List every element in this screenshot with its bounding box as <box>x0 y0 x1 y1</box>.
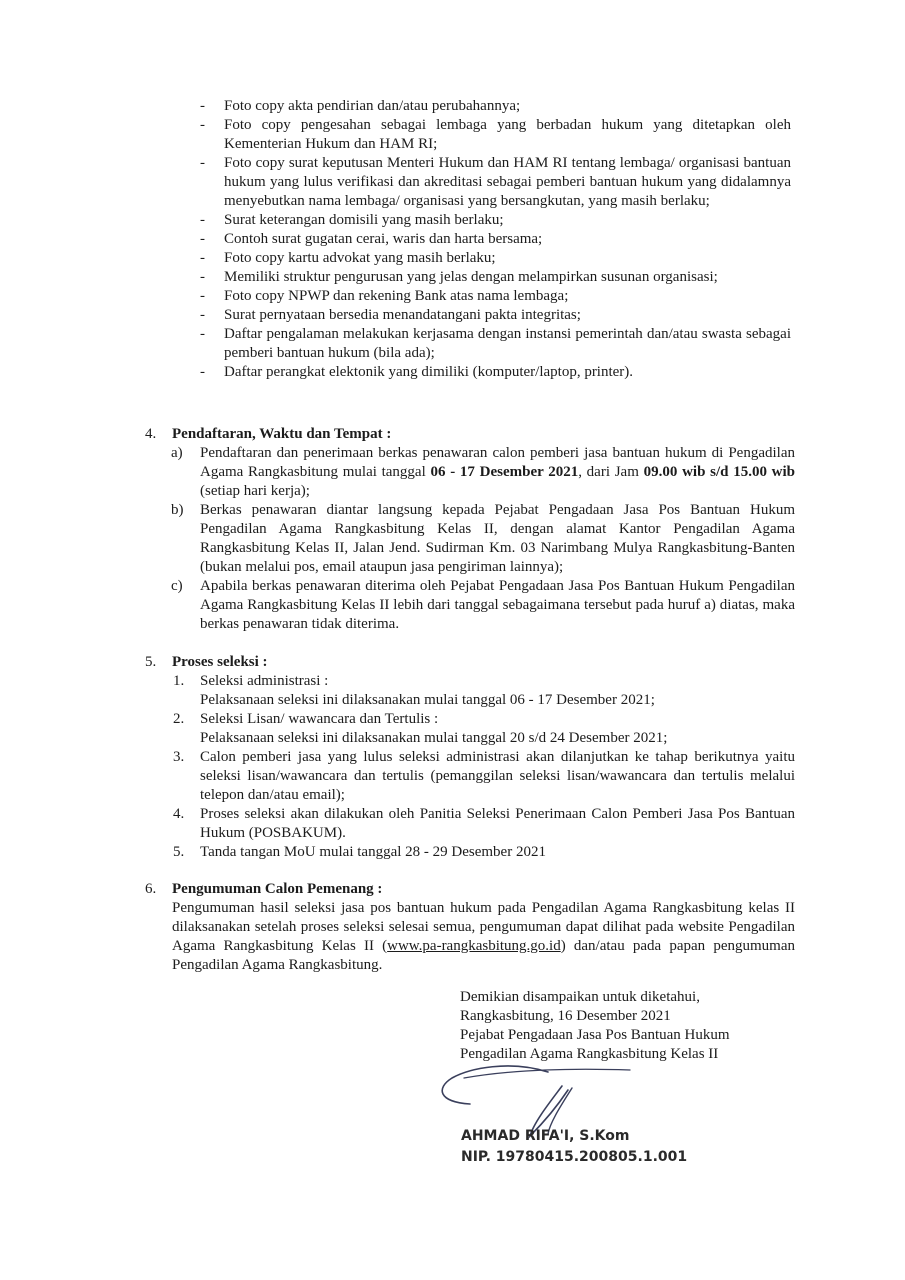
list-item: 3. Calon pemberi jasa yang lulus seleksi administrasi akan dilanjutkan ke tahap berikutnya yaitu seleksi lisan/wawancara dan tertulis (pemanggilan seleksi lisan/wawancara dan tertulis melalui telepon dan/atau email); <box>173 749 795 803</box>
closing-date: Rangkasbitung, 16 Desember 2021 <box>460 1008 671 1024</box>
bullet-dash: - <box>200 98 205 114</box>
list-item: b) Berkas penawaran diantar langsung kepada Pejabat Pengadaan Jasa Pos Bantuan Hukum Pengadilan Agama Rangkasbitung Kelas II, dengan alamat Kantor Pengadilan Agama Rangkasbitung Kelas II, Jalan Jend. Sudirman Km. 03 Narimbang Mulya Rangkasbitung-Banten (bukan melalui pos, email ataupun jasa pengiriman lainnya); <box>171 502 795 575</box>
announcement-paragraph: Pengumuman hasil seleksi jasa pos bantuan hukum pada Pengadilan Agama Rangkasbitung kelas II dilaksanakan setelah proses seleksi selesai semua, pengumuman dapat dilihat pada website Pengadilan Agama Rangkasbitung Kelas II (www.pa-rangkasbitung.go.id) dan/atau pada papan pengumuman Pengadilan Agama Rangkasbitung. <box>172 900 795 973</box>
list-item: - Foto copy surat keputusan Menteri Hukum dan HAM RI tentang lembaga/ organisasi bantuan hukum yang lulus verifikasi dan akreditasi sebagai pemberi bantuan hukum yang didalamnya menyebutkan nama lembaga/ organisasi yang bersangkutan, yang masih berlaku; <box>200 155 791 209</box>
list-item: - Surat pernyataan bersedia menandatangani pakta integritas; <box>200 307 581 323</box>
list-item: 2. Seleksi Lisan/ wawancara dan Tertulis : Pelaksanaan seleksi ini dilaksanakan mulai tanggal 20 s/d 24 Desember 2021; <box>173 711 668 746</box>
closing-institution: Pengadilan Agama Rangkasbitung Kelas II <box>460 1046 719 1062</box>
bullet-dash: - <box>200 288 205 304</box>
bullet-dash: - <box>200 364 205 380</box>
list-item: a) Pendaftaran dan penerimaan berkas penawaran calon pemberi jasa bantuan hukum di Pengadilan Agama Rangkasbitung mulai tanggal 06 - 17 Desember 2021, dari Jam 09.00 wib s/d 15.00 wib (setiap hari kerja); <box>171 445 795 499</box>
list-item: - Daftar perangkat elektonik yang dimiliki (komputer/laptop, printer). <box>200 364 634 380</box>
bullet-dash: - <box>200 212 205 228</box>
list-item: - Contoh surat gugatan cerai, waris dan harta bersama; <box>200 231 543 247</box>
list-item: - Foto copy NPWP dan rekening Bank atas nama lembaga; <box>200 288 569 304</box>
bullet-dash: - <box>200 326 205 342</box>
section-announcement <box>145 880 795 975</box>
bullet-dash: - <box>200 250 205 266</box>
bullet-dash: - <box>200 307 205 323</box>
section-heading: 4. Pendaftaran, Waktu dan Tempat : <box>145 426 392 442</box>
list-item: - Daftar pengalaman melakukan kerjasama dengan instansi pemerintah dan/atau swasta sebagai pemberi bantuan hukum (bila ada); <box>200 326 791 361</box>
list-item: c) Apabila berkas penawaran diterima oleh Pejabat Pengadaan Jasa Pos Bantuan Hukum Pengadilan Agama Rangkasbitung Kelas II lebih dari tanggal sebagaimana tersebut pada huruf a) diatas, maka berkas penawaran tidak diterima. <box>171 578 795 632</box>
bullet-dash: - <box>200 117 205 133</box>
website-link[interactable]: www.pa-rangkasbitung.go.id <box>387 938 561 954</box>
signer-name: AHMAD RIFA'I, S.Kom <box>461 1128 630 1144</box>
section-heading: 5. Proses seleksi : <box>145 654 268 670</box>
bullet-dash: - <box>200 231 205 247</box>
bullet-dash: - <box>200 269 205 285</box>
list-item: - Foto copy akta pendirian dan/atau perubahannya; <box>200 98 521 114</box>
closing-position: Pejabat Pengadaan Jasa Pos Bantuan Hukum <box>460 1027 730 1043</box>
list-item: 5. Tanda tangan MoU mulai tanggal 28 - 29 Desember 2021 <box>173 844 546 860</box>
list-item: - Foto copy pengesahan sebagai lembaga yang berbadan hukum yang ditetapkan oleh Kementerian Hukum dan HAM RI; <box>200 117 791 152</box>
closing-line: Demikian disampaikan untuk diketahui, <box>460 989 700 1005</box>
section-heading: 6. Pengumuman Calon Pemenang : <box>145 881 383 897</box>
signer-nip: NIP. 19780415.200805.1.001 <box>461 1149 688 1165</box>
section-registration <box>145 425 795 634</box>
list-item: 1. Seleksi administrasi : Pelaksanaan seleksi ini dilaksanakan mulai tanggal 06 - 17 Desember 2021; <box>173 673 655 708</box>
section-selection-process <box>145 653 795 862</box>
list-item: - Memiliki struktur pengurusan yang jelas dengan melampirkan susunan organisasi; <box>200 269 718 285</box>
signer-block <box>461 1126 687 1168</box>
bullet-dash: - <box>200 155 205 171</box>
list-item: - Surat keterangan domisili yang masih berlaku; <box>200 212 504 228</box>
requirements-list <box>196 97 791 382</box>
list-item: - Foto copy kartu advokat yang masih berlaku; <box>200 250 496 266</box>
list-item: 4. Proses seleksi akan dilakukan oleh Panitia Seleksi Penerimaan Calon Pemberi Jasa Pos Bantuan Hukum (POSBAKUM). <box>173 806 795 841</box>
